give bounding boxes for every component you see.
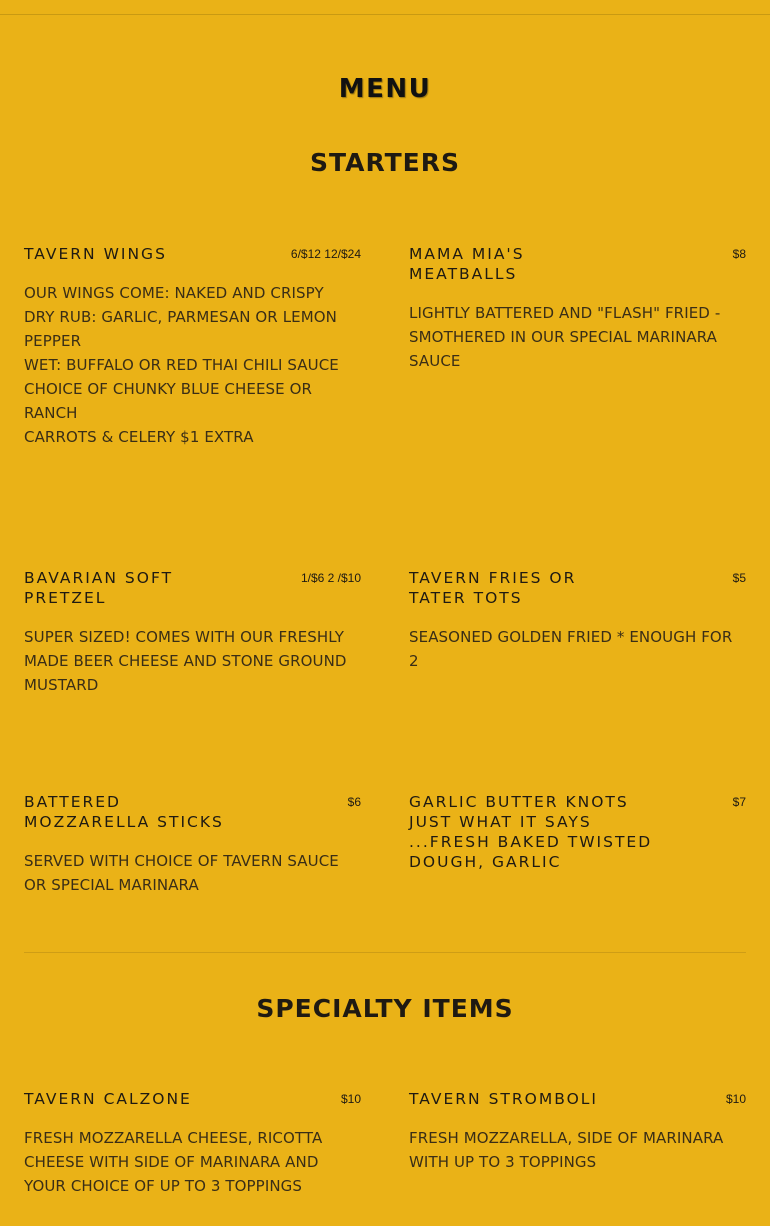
menu-item-calzone — [24, 1089, 361, 1198]
item-price: $5 — [732, 571, 746, 585]
item-price: $10 — [725, 1092, 746, 1106]
item-price: $8 — [732, 247, 746, 261]
item-name: TAVERN CALZONE — [24, 1090, 192, 1108]
item-description: SUPER SIZED! COMES WITH OUR FRESHLY MADE BEER CHEESE AND STONE GROUND MUSTARD — [24, 628, 347, 694]
item-price: $10 — [340, 1092, 361, 1106]
item-description: SERVED WITH CHOICE OF TAVERN SAUCE OR SPECIAL MARINARA — [24, 852, 339, 894]
item-description: FRESH MOZZARELLA CHEESE, RICOTTA CHEESE WITH SIDE OF MARINARA AND YOUR CHOICE OF UP TO 3 TOPPINGS — [24, 1129, 323, 1195]
menu-item-meatballs — [409, 244, 746, 373]
item-name: BATTERED MOZZARELLA STICKS — [24, 793, 224, 831]
item-description: SEASONED GOLDEN FRIED * ENOUGH FOR 2 — [409, 628, 733, 670]
top-divider — [0, 14, 770, 15]
starters-heading: STARTERS — [310, 148, 460, 177]
menu-item-tavern-wings — [24, 244, 361, 449]
item-description: OUR WINGS COME: NAKED AND CRISPY DRY RUB: GARLIC, PARMESAN OR LEMON PEPPER WET: BUFFALO OR RED THAI CHILI SAUCE CHOICE OF CHUNKY BLUE CHEESE OR RANCH CARROTS & CELERY $1 EXTRA — [24, 284, 339, 446]
item-name: BAVARIAN SOFT PRETZEL — [24, 569, 174, 607]
item-name: MAMA MIA'S MEATBALLS — [409, 245, 525, 283]
item-name: GARLIC BUTTER KNOTS JUST WHAT IT SAYS ...FRESH BAKED TWISTED DOUGH, GARLIC — [409, 793, 653, 871]
item-price: 6/$12 12/$24 — [290, 247, 361, 261]
item-name: TAVERN WINGS — [24, 245, 167, 263]
menu-item-garlic-knots — [409, 792, 746, 889]
menu-item-pretzel — [24, 568, 361, 697]
item-description: FRESH MOZZARELLA, SIDE OF MARINARA WITH UP TO 3 TOPPINGS — [409, 1129, 724, 1171]
item-name: TAVERN STROMBOLI — [409, 1090, 598, 1108]
item-price: 1/$6 2 /$10 — [300, 571, 361, 585]
item-price: $6 — [347, 795, 361, 809]
menu-item-fries-tots — [409, 568, 746, 673]
menu-item-mozzarella-sticks — [24, 792, 361, 897]
item-price: $7 — [732, 795, 746, 809]
specialty-heading: SPECIALTY ITEMS — [256, 994, 514, 1023]
menu-item-stromboli — [409, 1089, 746, 1174]
item-description: LIGHTLY BATTERED AND "FLASH" FRIED - SMOTHERED IN OUR SPECIAL MARINARA SAUCE — [409, 304, 721, 370]
menu-title: MENU — [338, 74, 432, 104]
item-name: TAVERN FRIES OR TATER TOTS — [409, 569, 577, 607]
section-divider — [24, 952, 746, 953]
